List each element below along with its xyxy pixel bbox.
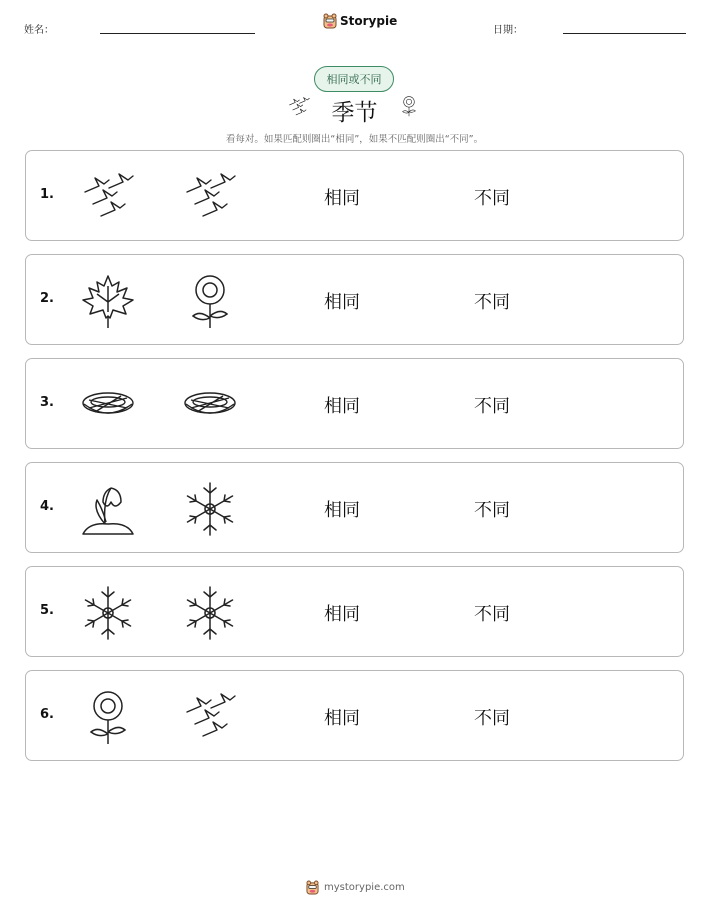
nest-icon: [79, 376, 137, 434]
storypie-mascot-icon: [306, 880, 319, 895]
nest-icon: [181, 376, 239, 434]
footer-url[interactable]: mystorypie.com: [324, 882, 405, 893]
geese-icon: [79, 168, 137, 226]
question-row: [25, 462, 684, 553]
sunflower-icon: [398, 90, 420, 122]
question-row: [25, 150, 684, 241]
instructions-text: 看每对。如果匹配则圈出“相同”，如果不匹配则圈出“不同”。: [225, 134, 484, 145]
same-option[interactable]: 相同: [324, 396, 360, 417]
row-number: 2.: [40, 291, 54, 306]
different-option[interactable]: 不同: [474, 500, 510, 521]
name-label: 姓名：: [24, 25, 54, 36]
row-number: 5.: [40, 603, 54, 618]
row-number: 4.: [40, 499, 54, 514]
same-option[interactable]: 相同: [324, 604, 360, 625]
brand-logo: [323, 13, 397, 29]
different-option[interactable]: 不同: [474, 292, 510, 313]
question-row: [25, 670, 684, 761]
different-option[interactable]: 不同: [474, 188, 510, 209]
snowdrop-icon: [79, 480, 137, 538]
question-row: [25, 566, 684, 657]
row-number: 6.: [40, 707, 54, 722]
snowflake-icon: [79, 584, 137, 642]
same-option[interactable]: 相同: [324, 292, 360, 313]
geese-icon: [181, 688, 239, 746]
same-option[interactable]: 相同: [324, 188, 360, 209]
date-line[interactable]: [563, 33, 686, 34]
same-option[interactable]: 相同: [324, 500, 360, 521]
snowflake-icon: [181, 584, 239, 642]
sunflower-icon: [79, 688, 137, 746]
worksheet-title: 季节: [331, 100, 378, 126]
row-number: 1.: [40, 187, 54, 202]
date-label: 日期：: [493, 25, 523, 36]
maple-leaf-icon: [79, 272, 137, 330]
snowflake-icon: [181, 480, 239, 538]
geese-icon: [181, 168, 239, 226]
brand-name: Storypie: [340, 14, 398, 28]
name-line[interactable]: [100, 33, 255, 34]
footer: [306, 880, 405, 895]
question-row: [25, 254, 684, 345]
category-badge: 相同或不同: [314, 66, 394, 92]
different-option[interactable]: 不同: [474, 396, 510, 417]
different-option[interactable]: 不同: [474, 604, 510, 625]
sunflower-icon: [181, 272, 239, 330]
same-option[interactable]: 相同: [324, 708, 360, 729]
row-number: 3.: [40, 395, 54, 410]
question-row: [25, 358, 684, 449]
storypie-mascot-icon: [323, 13, 337, 29]
different-option[interactable]: 不同: [474, 708, 510, 729]
